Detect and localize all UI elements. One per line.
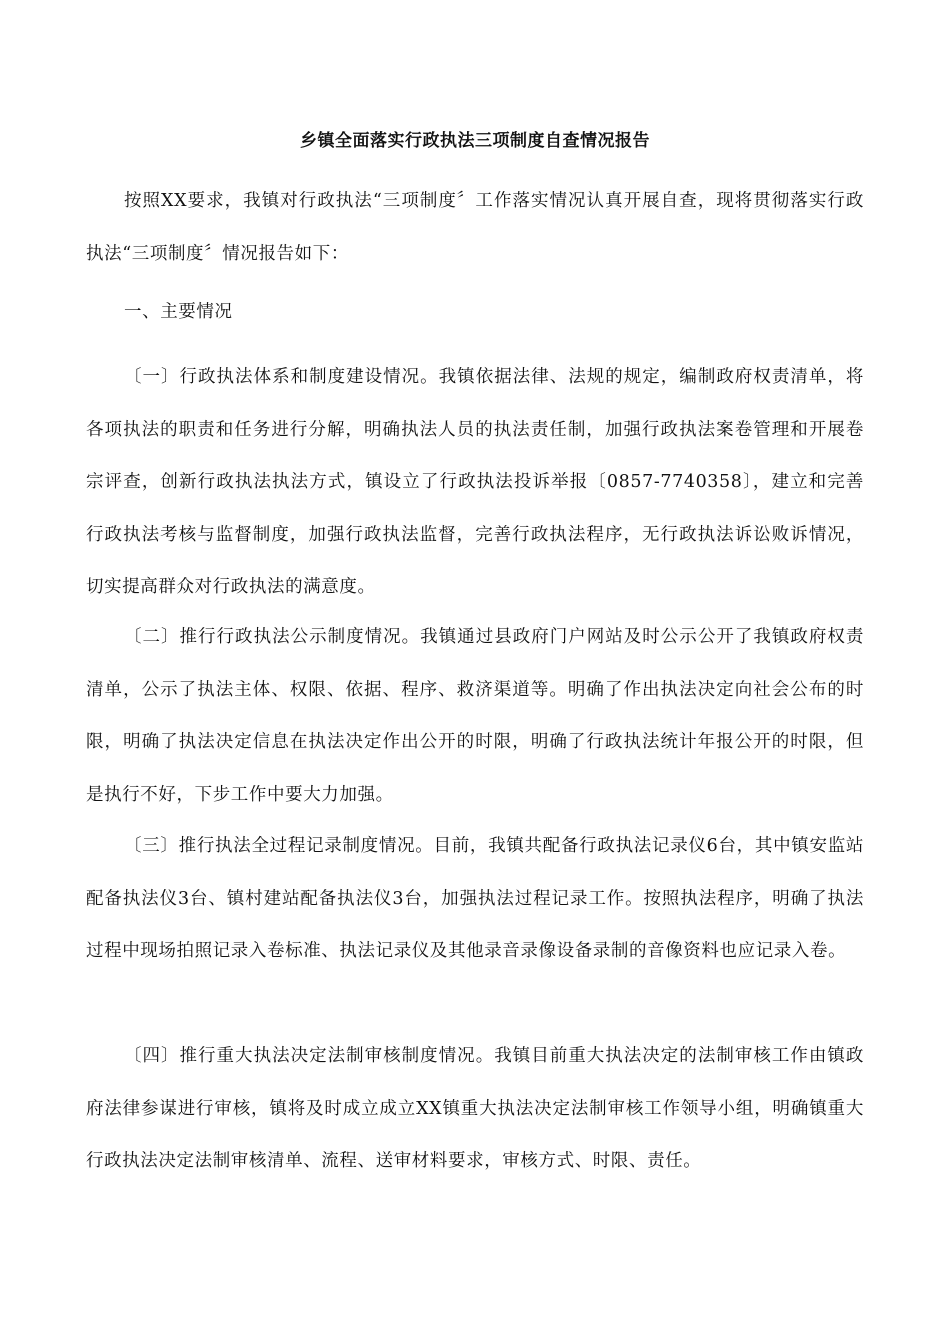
paragraph-recording: 〔三〕推行执法全过程记录制度情况。目前，我镇共配备行政执法记录仪6台，其中镇安监站配备执法仪3台、镇村建站配备执法仪3台，加强执法过程记录工作。按照执法程序，明确了执法过程中现场拍照记录入卷标准、执法记录仪及其他录音录像设备录制的音像资料也应记录入卷。 xyxy=(86,836,864,961)
document-title: 乡镇全面落实行政执法三项制度自查情况报告 xyxy=(300,131,650,151)
paragraph-legal-review: 〔四〕推行重大执法决定法制审核制度情况。我镇目前重大执法决定的法制审核工作由镇政府法律参谋进行审核，镇将及时成立成立XX镇重大执法决定法制审核工作领导小组，明确镇重大行政执法决定法制审核清单、流程、送审材料要求，审核方式、时限、责任。 xyxy=(86,1046,864,1171)
intro-paragraph: 按照XX要求，我镇对行政执法“三项制度〞工作落实情况认真开展自查，现将贯彻落实行政执法“三项制度〞情况报告如下： xyxy=(86,191,864,264)
paragraph-publicity: 〔二〕推行行政执法公示制度情况。我镇通过县政府门户网站及时公示公开了我镇政府权责清单，公示了执法主体、权限、依据、程序、救济渠道等。明确了作出执法决定向社会公布的时限，明确了执法决定信息在执法决定作出公开的时限，明确了行政执法统计年报公开的时限，但是执行不好，下步工作中要大力加强。 xyxy=(86,627,864,805)
paragraph-system-building: 〔一〕行政执法体系和制度建设情况。我镇依据法律、法规的规定，编制政府权责清单，将各项执法的职责和任务进行分解，明确执法人员的执法责任制，加强行政执法案卷管理和开展卷宗评查，创新行政执法执法方式，镇设立了行政执法投诉举报〔0857-7740358〕，建立和完善行政执法考核与监督制度，加强行政执法监督，完善行政执法程序，无行政执法诉讼败诉情况，切实提高群众对行政执法的满意度。 xyxy=(86,367,864,597)
section-heading: 一、主要情况 xyxy=(124,302,233,322)
